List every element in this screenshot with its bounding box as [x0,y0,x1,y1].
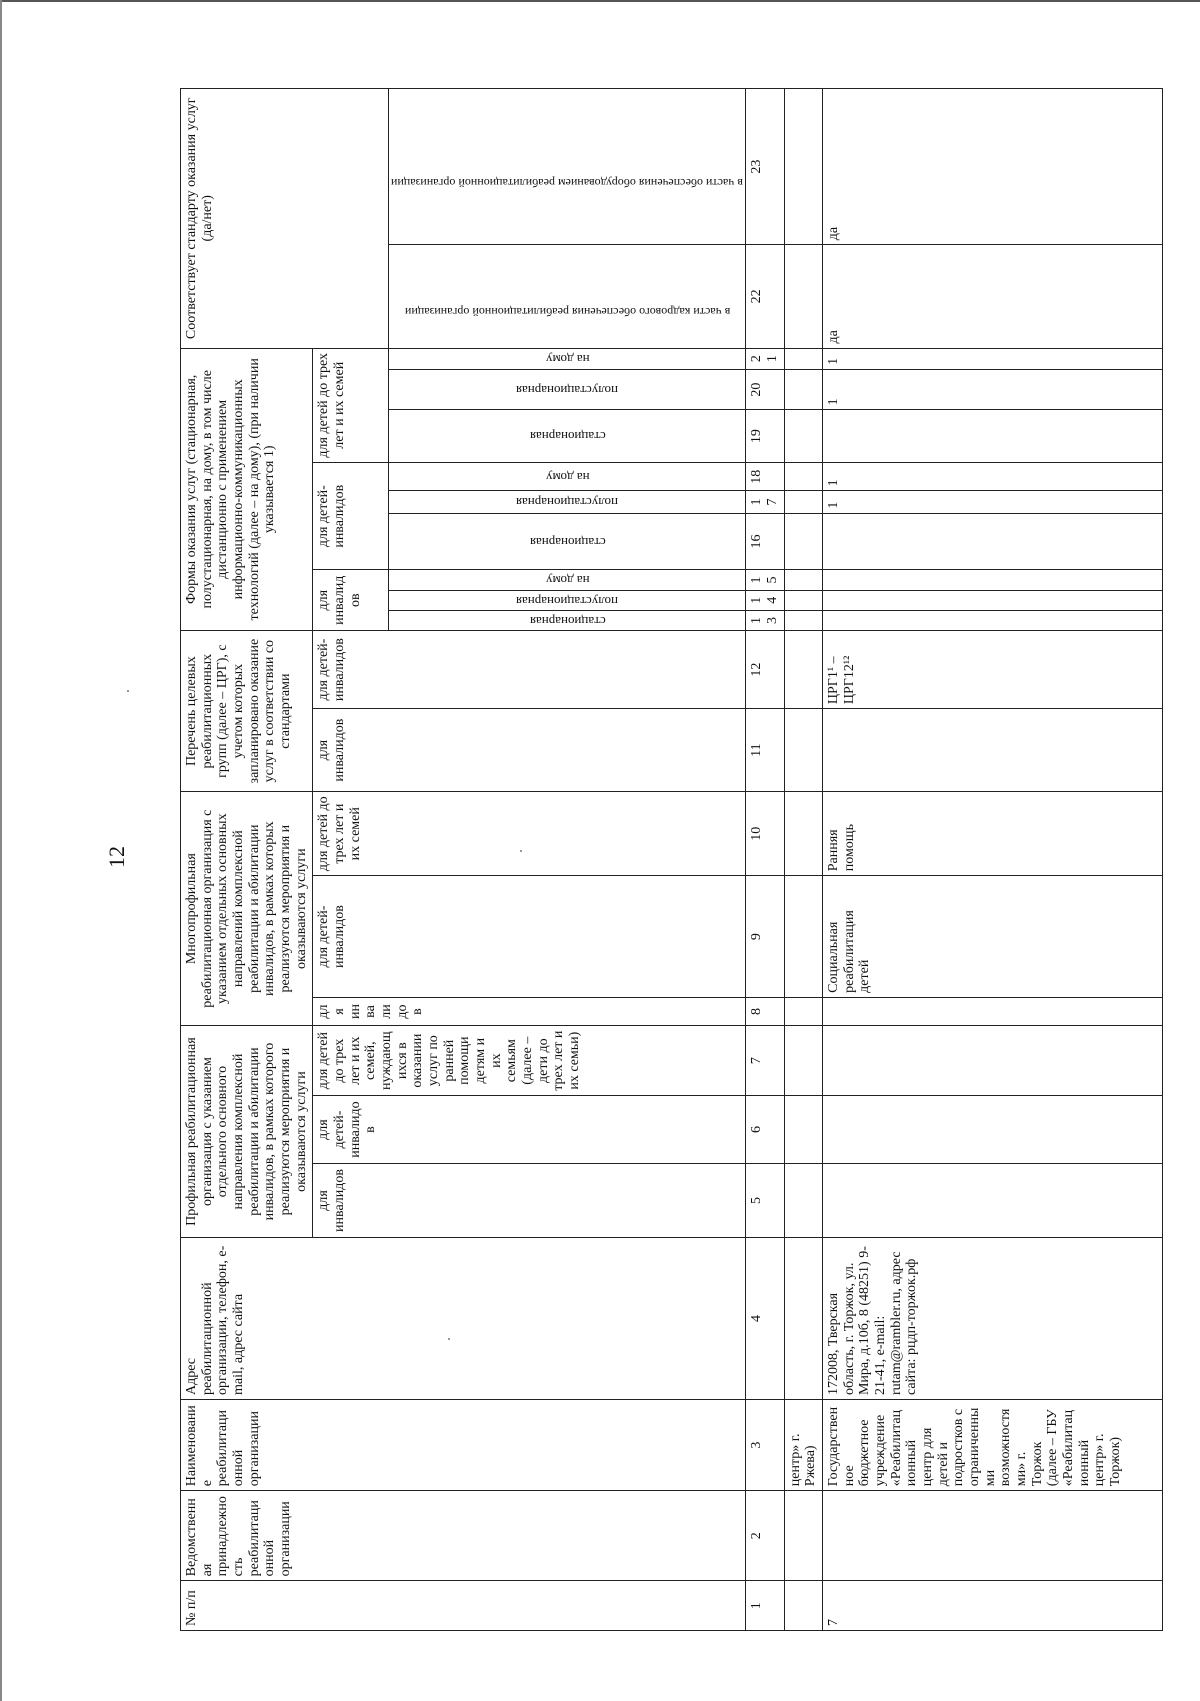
header-col-num: № п/п [181,1581,746,1631]
row-target-children: ЦРГ1¹ – ЦРГ12¹² [823,631,1163,709]
row-address-cell: 172008, Тверская область, г. Торжок, ул. Мира, д.10б, 8 (48251) 9-21-41, e-mail: rutam@rambler.ru, адрес сайта: рцдп-торжок.рф [823,1237,1163,1399]
row-form-children-stationary [823,513,1163,570]
row-standard-equipment: да [823,89,1163,245]
header-target-disabled: для инвалидов [313,709,746,792]
header-standard: Соответствует стандарту оказания услуг (да/нет) [181,89,389,349]
row-form-early-home: 1 [823,348,1163,369]
row-name-cell: Государственное бюджетное учреждение «Реабилитационный центр для детей и подростков с ограниченными возможностями» г. Торжок (далее – ГБУ «Реабилитационный центр» г. Торжок) [823,1400,1163,1491]
header-multi-org: Многопрофильная реабилитационная организация с указанием отдельных основных направлений комплексной реабилитации и абилитации инвалидов, в рамках которых реализуются мероприятия и оказываются услуги [181,792,313,1026]
row-multi-disabled [823,997,1163,1025]
organizations-table [180,88,1163,1631]
header-col-affiliation: Ведомственная принадлежность реабилитационной организации [181,1491,746,1581]
row-profile-children [823,1096,1163,1164]
header-profile-disabled: для инвалидов [313,1163,746,1237]
row-multi-children: Социальная реабилитация детей [823,876,1163,998]
form-early-stationary: стационарная [389,410,746,463]
col-num-12: 12 [746,631,784,709]
rotated-table-container [180,88,1124,1631]
col-num-18: 18 [746,463,784,491]
col-num-3: 3 [746,1400,784,1491]
header-forms-disabled: для инвалидов [313,570,389,631]
row-form-disabled-home [823,570,1163,590]
scan-speck [520,850,522,852]
header-col-address: Адрес реабилитационной организации, телефон, e-mail, адрес сайта [181,1237,746,1399]
table-row-continuation [784,89,822,1631]
form-early-semi: полустационарная [389,369,746,410]
form-disabled-home: на дому [389,570,746,590]
row-standard-staff: да [823,245,1163,348]
header-multi-early: для детей до трех лет и их семей [313,792,746,876]
col-num-15: 15 [746,570,784,590]
form-children-stationary: стационарная [389,513,746,570]
form-children-home: на дому [389,463,746,491]
table-row [823,89,1163,1631]
row-form-disabled-stationary [823,610,1163,630]
col-num-22: 22 [746,245,784,348]
col-num-10: 10 [746,792,784,876]
row-form-disabled-semi [823,590,1163,610]
row-form-early-stationary [823,410,1163,463]
row-affiliation-cell [823,1491,1163,1581]
form-disabled-stationary: стационарная [389,610,746,630]
header-profile-children: для детей-инвалидов [313,1096,746,1164]
header-service-forms: Формы оказания услуг (стационарная, полустационарная, на дому, в том числе дистанционно с применением информационно-коммуникационных технологий (далее – на дому), (при наличии указывается 1) [181,348,313,631]
scan-speck [127,690,129,692]
col-num-14: 14 [746,590,784,610]
col-num-21: 21 [746,348,784,369]
col-num-17: 17 [746,491,784,513]
standard-staff-header: в части кадрового обеспечения реабилитационной организации [389,245,746,348]
header-target-children: для детей-инвалидов [313,631,746,709]
form-disabled-semi: полустационарная [389,590,746,610]
scan-speck [448,1338,450,1340]
row-num-cell: 7 [823,1581,1163,1631]
col-num-20: 20 [746,369,784,410]
col-num-4: 4 [746,1237,784,1399]
col-num-11: 11 [746,709,784,792]
col-num-2: 2 [746,1491,784,1581]
row-form-children-home: 1 [823,463,1163,491]
row-target-disabled [823,709,1163,792]
col-num-7: 7 [746,1026,784,1096]
header-col-name: Наименование реабилитационной организации [181,1400,746,1491]
col-num-8: 8 [746,997,784,1025]
col-num-9: 9 [746,876,784,998]
col-num-16: 16 [746,513,784,570]
col-num-19: 19 [746,410,784,463]
header-profile-org: Профильная реабилитационная организация с указанием отдельного основного направления комплексной реабилитации и абилитации инвалидов, в рамках которого реализуются мероприятия и оказываются услуги [181,1026,313,1238]
form-children-semi: полустационарная [389,491,746,513]
column-number-row [746,89,784,1631]
header-forms-children: для детей-инвалидов [313,463,389,570]
scan-edge-left [0,0,2,1701]
col-num-1: 1 [746,1581,784,1631]
scan-edge-top [0,0,1200,2]
header-forms-early: для детей до трех лет и их семей [313,348,389,462]
row-profile-early [823,1026,1163,1096]
header-profile-early: для детей до трех лет и их семей, нуждающихся в оказании услуг по ранней помощи детям и их семьям (далее – дети до трех лет и их семьи) [313,1026,746,1096]
form-early-home: на дому [389,348,746,369]
col-num-6: 6 [746,1096,784,1164]
header-target-groups: Перечень целевых реабилитационных групп (далее – ЦРГ), с учетом которых запланировано оказание услуг в соответствии со стандартами [181,631,313,792]
row-multi-early: Ранняя помощь [823,792,1163,876]
col-num-5: 5 [746,1163,784,1237]
standard-equipment-header: в части обеспечения оборудованием реабилитационной организации [389,89,746,245]
page-number: 12 [104,846,129,868]
header-multi-disabled: для инвалидов [313,997,746,1025]
col-num-23: 23 [746,89,784,245]
col-num-13: 13 [746,610,784,630]
row-form-early-semi: 1 [823,369,1163,410]
row-form-children-semi: 1 [823,491,1163,513]
row-profile-disabled [823,1163,1163,1237]
header-multi-children: для детей-инвалидов [313,876,746,998]
continuation-name-cell: центр» г. Ржева) [784,1400,822,1491]
